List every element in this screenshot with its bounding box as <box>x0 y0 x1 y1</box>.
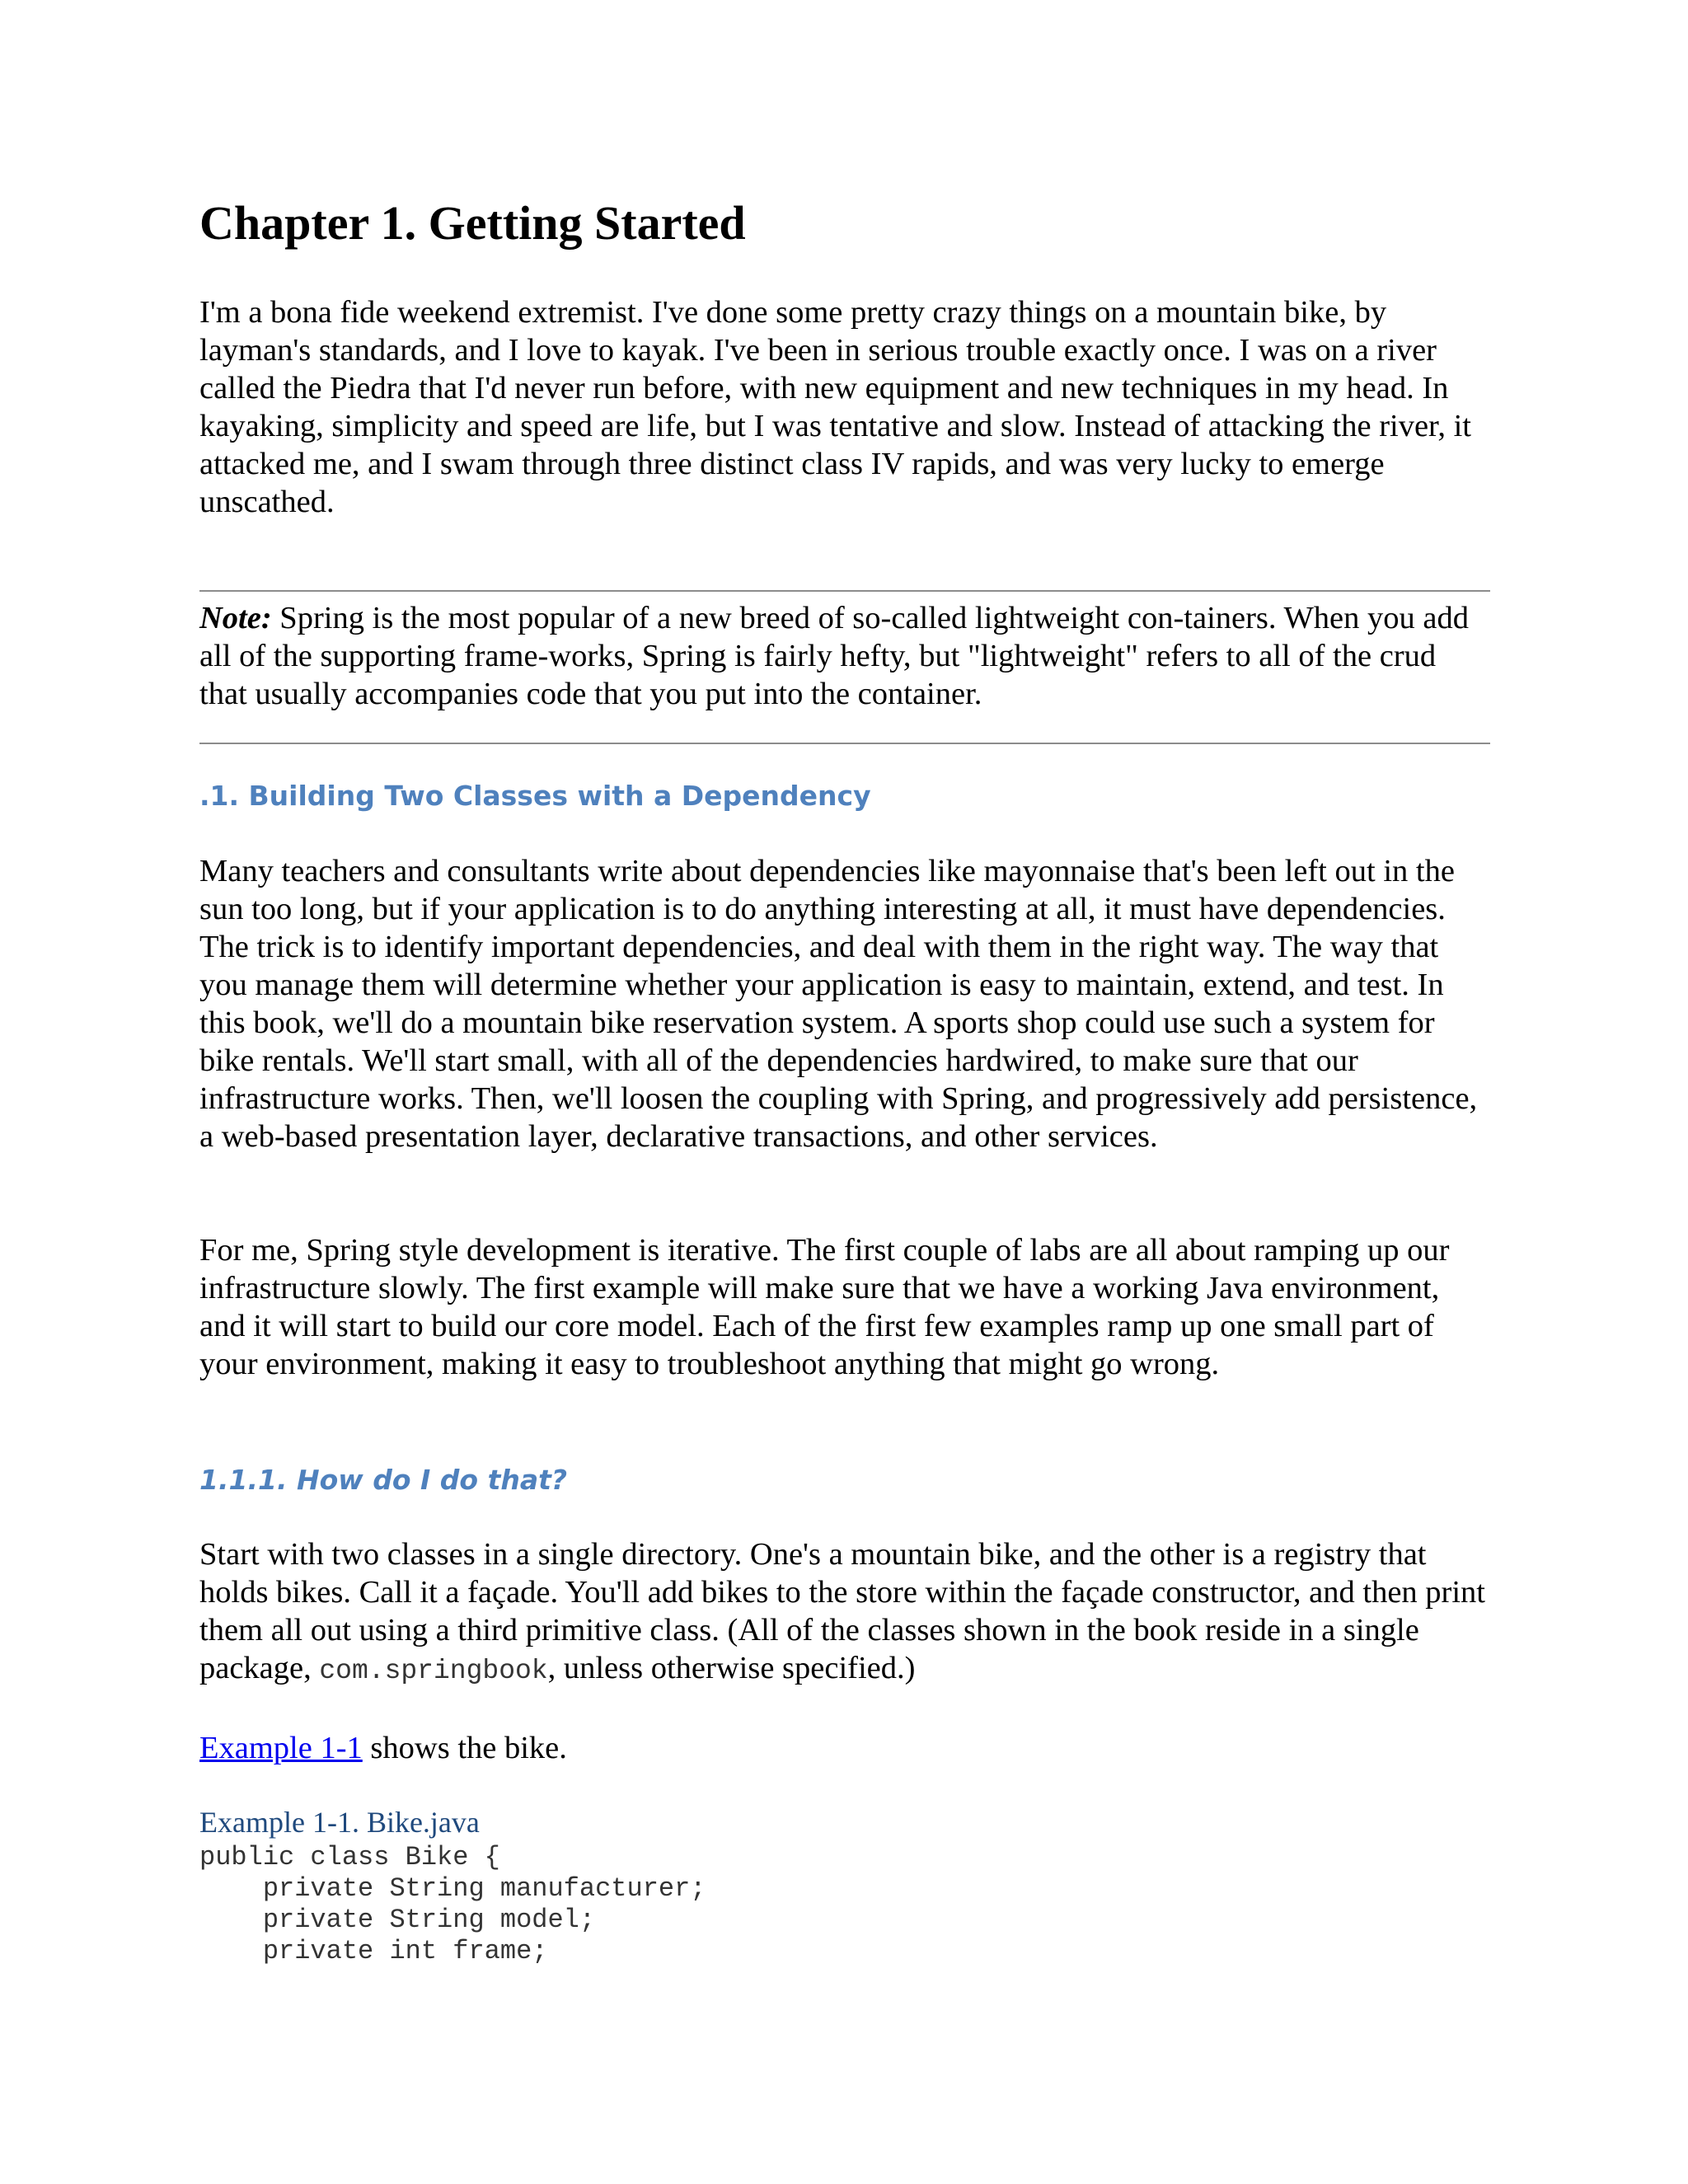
subsection-paragraph <box>199 1535 1490 1690</box>
example-title: Example 1-1. Bike.java <box>199 1806 480 1839</box>
subsection-text-end: , unless otherwise specified.) <box>547 1651 916 1685</box>
example-reference-line <box>199 1729 1490 1767</box>
note-bottom-divider <box>199 743 1490 744</box>
note-text: Spring is the most popular of a new breed of so-called lightweight con-tainers. When you add all of the supporting frame-works, Spring is fairly hefty, but "lightweight" refers to all of the crud that usually accompanies code that you put into the container. <box>199 601 1469 711</box>
note-top-divider <box>199 590 1490 592</box>
subsection-heading: 1.1.1. How do I do that? <box>199 1464 568 1496</box>
intro-paragraph: I'm a bona fide weekend extremist. I've done some pretty crazy things on a mountain bike, by layman's standards, and I love to kayak. I've been in serious trouble exactly once. I was on a river called the Piedra that I'd never run before, with new equipment and new techniques in my head. In kayaking, simplicity and speed are life, but I was tentative and slow. Instead of attacking the river, it attacked me, and I swam through three distinct class IV rapids, and was very lucky to emerge unscathed. <box>199 295 1471 519</box>
subsection-text-start: Start with two classes in a single directory. One's a mountain bike, and the other is a registry that holds bikes. Call it a façade. You'll add bikes to the store within the façade constructor, and then print them all out using a third primitive class. (All of the classes shown in the book reside in a single package, <box>199 1537 1486 1685</box>
section-paragraph-dependencies: Many teachers and consultants write about dependencies like mayonnaise that's been left out in the sun too long, but if your application is to do anything interesting at all, it must have dependencies. The trick is to identify important dependencies, and deal with them in the right way. The way that you manage them will determine whether your application is easy to maintain, extend, and test. In this book, we'll do a mountain bike reservation system. A sports shop could use such a system for bike rentals. We'll start small, with all of the dependencies hardwired, to make sure that our infrastructure works. Then, we'll loosen the coupling with Spring, and progressively add persistence, a web-based presentation layer, declarative transactions, and other services. <box>199 854 1478 1154</box>
chapter-title: Chapter 1. Getting Started <box>199 196 746 250</box>
code-listing: public class Bike { private String manufacturer; private String model; private int frame; <box>199 1842 706 1966</box>
note-block <box>199 599 1490 713</box>
example-reference-text: shows the bike. <box>362 1731 567 1765</box>
section-paragraph-iterative: For me, Spring style development is iterative. The first couple of labs are all about ramping up our infrastructure slowly. The first example will make sure that we have a working Java environment, and it will start to build our core model. Each of the first few examples ramp up one small part of your environment, making it easy to troubleshoot anything that might go wrong. <box>199 1233 1450 1381</box>
note-label: Note: <box>199 601 272 635</box>
section-heading: .1. Building Two Classes with a Dependency <box>199 780 871 812</box>
example-1-1-link[interactable]: Example 1-1 <box>199 1731 363 1765</box>
package-name-code: com.springbook <box>319 1656 548 1686</box>
